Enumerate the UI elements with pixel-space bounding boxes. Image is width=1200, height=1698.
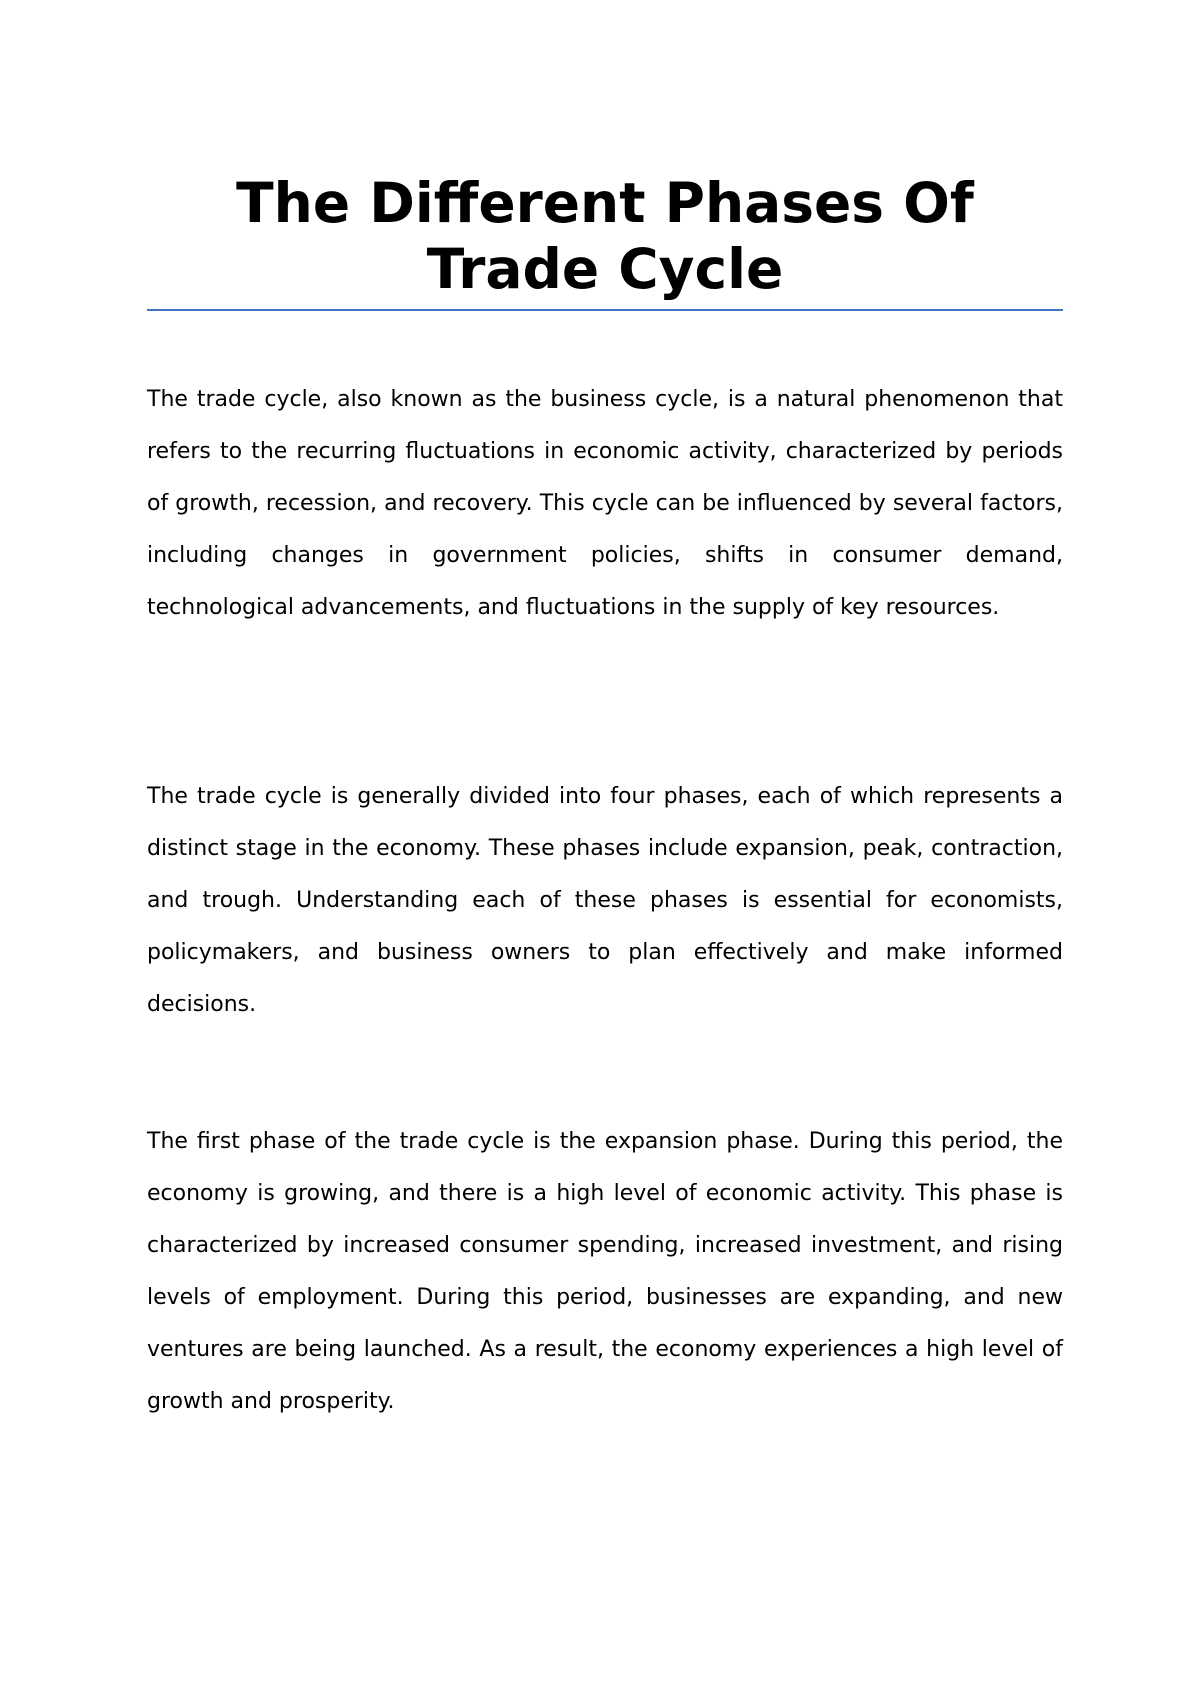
paragraph-expansion-phase: The first phase of the trade cycle is the expansion phase. During this period, the economy is growing, and there is a high level of economic activity. This phase is characterized by increased consumer spending, increased investment, and rising levels of employment. During this period, businesses are expanding, and new ventures are being launched. As a result, the economy experiences a high level of growth and prosperity. (147, 1129, 1063, 1414)
paragraph-intro: The trade cycle, also known as the business cycle, is a natural phenomenon that refers to the recurring fluctuations in economic activity, characterized by periods of growth, recession, and recovery. This cycle can be influenced by several factors, including changes in government policies, shifts in consumer demand, technological advancements, and fluctuations in the supply of key resources. (147, 387, 1063, 620)
page-title: The Different Phases Of Trade Cycle (236, 171, 974, 301)
paragraph-phases-overview: The trade cycle is generally divided into four phases, each of which represents a distinct stage in the economy. These phases include expansion, peak, contraction, and trough. Understanding each of these phases is essential for economists, policymakers, and business owners to plan effectively and make informed decisions. (147, 784, 1063, 1017)
title-underline (147, 309, 1063, 311)
title-block (147, 170, 1063, 302)
